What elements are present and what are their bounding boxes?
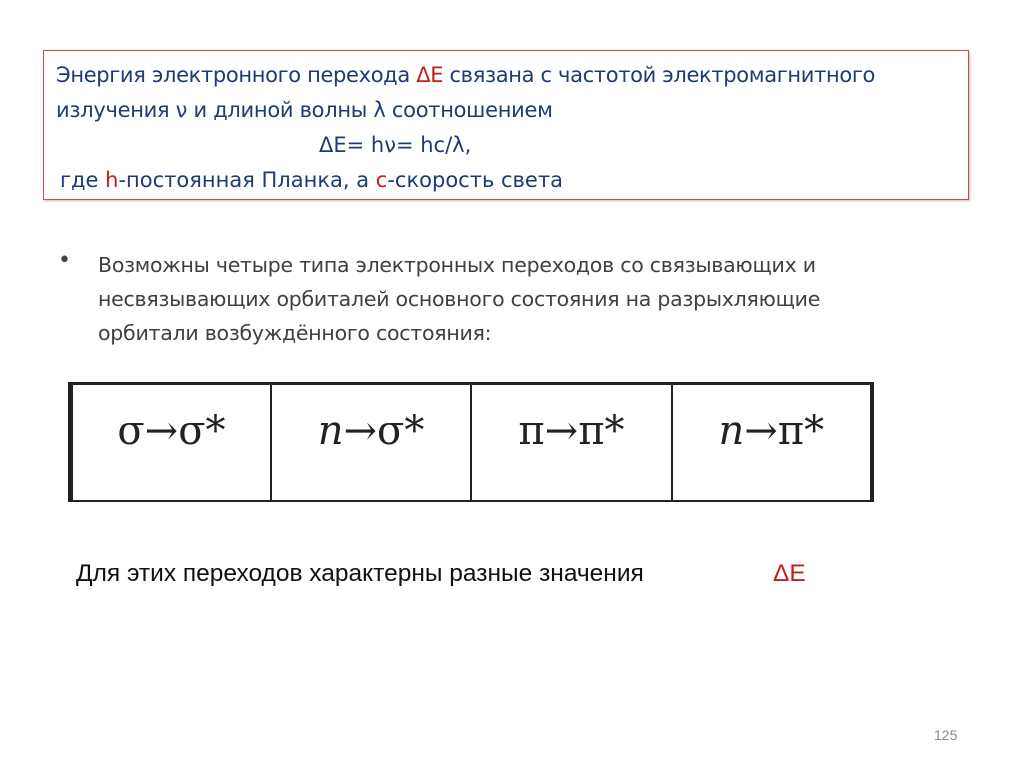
transition-cell-sigma-sigma <box>71 384 271 502</box>
transition-from: σ <box>117 408 145 454</box>
light-speed-symbol: c <box>375 168 388 192</box>
table-row <box>71 384 873 502</box>
bullet-line: несвязывающих орбиталей основного состояния на разрыхляющие <box>98 287 821 311</box>
delta-e-symbol: ΔЕ <box>416 63 444 87</box>
definition-text: -скорость света <box>387 168 563 192</box>
planck-symbol: h <box>105 168 119 192</box>
transition-to: π* <box>777 408 825 454</box>
energy-formula: ΔЕ= hν= hc/λ, <box>319 133 472 157</box>
arrow-icon: → <box>544 408 579 454</box>
definition-text: -постоянная Планка, а <box>118 168 376 192</box>
bullet-dot-icon: • <box>58 248 71 273</box>
definition-text: Энергия электронного перехода <box>56 63 417 87</box>
definition-text: связана с частотой электромагнитного <box>443 63 876 87</box>
transition-to: π* <box>578 408 625 454</box>
bullet-line: орбитали возбуждённого состояния: <box>98 321 492 345</box>
definition-box <box>43 50 969 200</box>
definition-text: где <box>60 168 106 192</box>
arrow-icon: → <box>744 408 778 454</box>
transition-to: σ* <box>178 408 226 454</box>
summary-text: Для этих переходов характерны разные значения <box>76 560 644 587</box>
transition-from: n <box>718 408 745 454</box>
definition-line-1 <box>56 63 875 87</box>
transition-from: π <box>518 408 545 454</box>
transition-from: n <box>317 408 344 454</box>
transition-to: σ* <box>377 408 425 454</box>
arrow-icon: → <box>343 408 378 454</box>
summary-delta-e: ΔЕ <box>773 560 806 587</box>
definition-line-4 <box>60 168 563 192</box>
definition-line-2: излучения ν и длиной волны λ соотношением <box>56 98 553 122</box>
transition-cell-pi-pi <box>471 384 671 502</box>
page-number: 125 <box>934 727 958 743</box>
bullet-text <box>98 248 820 350</box>
transition-cell-n-sigma <box>271 384 471 502</box>
transition-cell-n-pi <box>672 384 872 502</box>
bullet-line: Возможны четыре типа электронных переходов со связывающих и <box>98 253 816 277</box>
transitions-table <box>68 382 874 502</box>
arrow-icon: → <box>144 408 179 454</box>
